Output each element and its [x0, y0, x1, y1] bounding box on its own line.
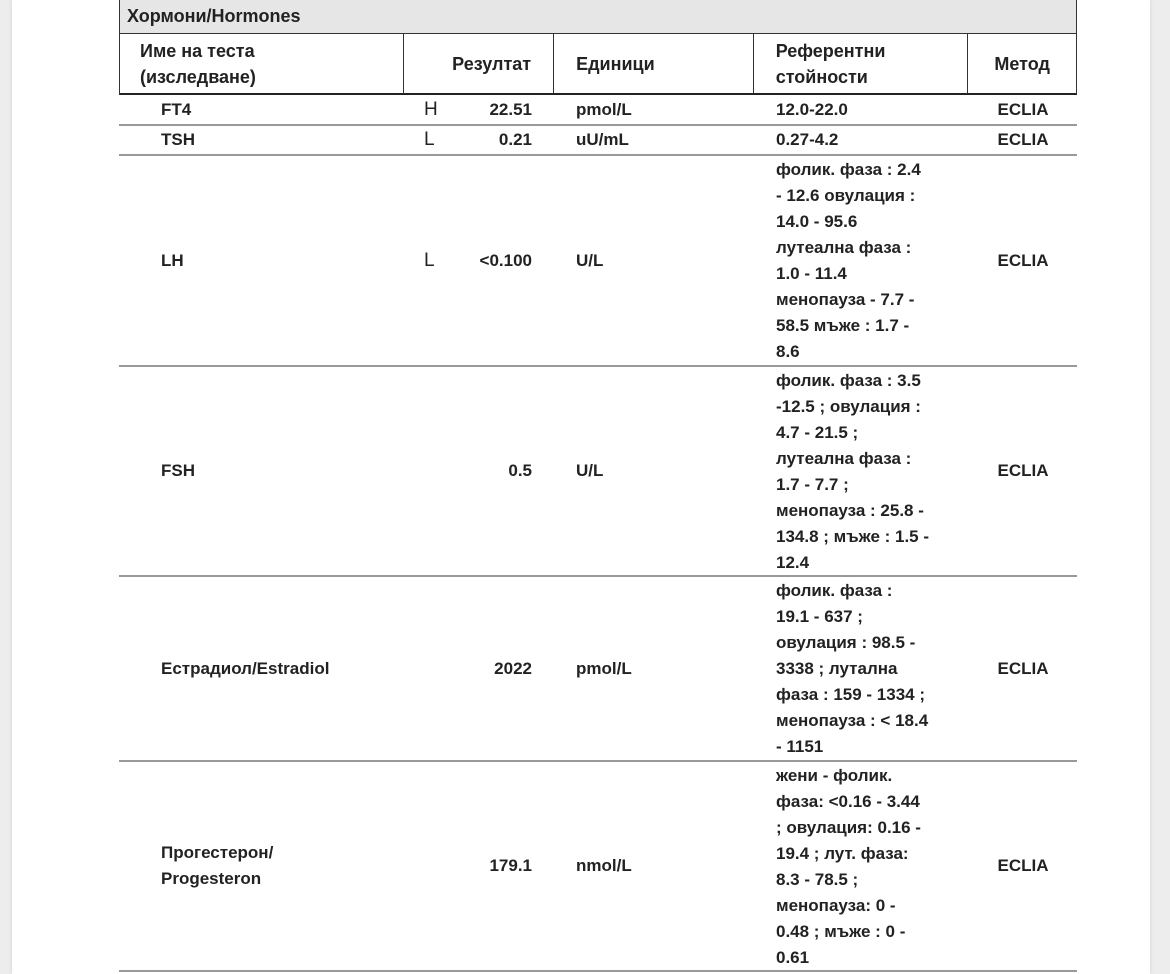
reference-line: 19.1 - 637 ; — [776, 607, 863, 626]
header-reference-line: стойности — [775, 66, 868, 87]
reference-line: 8.3 - 78.5 ; — [776, 870, 859, 889]
test-name-line: Progesteron — [161, 869, 262, 888]
result-cell — [404, 762, 554, 970]
reference-line: фолик. фаза : — [776, 581, 893, 600]
result-cell — [404, 367, 554, 575]
table-row — [119, 577, 1077, 762]
method: ECLIA — [997, 99, 1049, 119]
result-value: 0.5 — [508, 461, 532, 480]
reference-line: менопауза: 0 - — [776, 896, 896, 915]
units: U/L — [576, 461, 604, 480]
reference-line: - 1151 — [776, 737, 824, 756]
result-cell — [404, 577, 554, 760]
units: U/L — [576, 250, 604, 270]
reference-line: - 12.6 овулация : — [776, 186, 916, 205]
reference-line: 0.27-4.2 — [776, 130, 839, 149]
reference-line: 0.48 ; мъже : 0 - — [776, 922, 906, 941]
section-title: Хормони/Hormones — [119, 0, 1077, 34]
units: pmol/L — [576, 99, 632, 119]
reference-line: 19.4 ; лут. фаза: — [776, 844, 909, 863]
reference-line: лутеална фаза : — [776, 238, 912, 257]
header-test-name — [120, 34, 404, 93]
reference-line: 1.7 - 7.7 ; — [776, 475, 849, 494]
test-name — [119, 95, 404, 124]
table-row — [119, 156, 1077, 367]
reference-line: 8.6 — [776, 342, 800, 361]
table-header — [119, 34, 1077, 95]
reference-line: фолик. фаза : 2.4 — [776, 160, 921, 179]
test-name-line: FT4 — [161, 99, 192, 119]
test-name — [119, 577, 404, 760]
reference-range — [754, 577, 969, 760]
result-value: 179.1 — [489, 856, 532, 875]
test-name-line: Прогестерон/ — [161, 843, 274, 862]
method: ECLIA — [997, 250, 1049, 270]
reference-line: -12.5 ; овулация : — [776, 397, 921, 416]
reference-range — [754, 367, 969, 575]
reference-range — [754, 156, 969, 365]
result-cell — [404, 126, 554, 154]
header-test-name-line: (изследване) — [140, 66, 256, 87]
reference-line: лутеална фаза : — [776, 449, 912, 468]
result-flag: H — [424, 98, 438, 120]
units: nmol/L — [576, 856, 632, 875]
reference-line: 134.8 ; мъже : 1.5 - — [776, 527, 930, 546]
reference-line: фаза : 159 - 1334 ; — [776, 685, 925, 704]
document-page — [12, 0, 1150, 974]
method: ECLIA — [997, 658, 1049, 678]
table-row — [119, 126, 1077, 156]
test-name — [119, 367, 404, 575]
reference-line: жени - фолик. — [776, 766, 893, 785]
header-reference — [754, 34, 969, 93]
reference-line: ; овулация: 0.16 - — [776, 818, 921, 837]
reference-line: 14.0 - 95.6 — [776, 212, 858, 231]
reference-line: овулация : 98.5 - — [776, 633, 916, 652]
result-value: 0.21 — [498, 130, 532, 149]
test-name-line: TSH — [161, 130, 195, 149]
result-cell — [404, 95, 554, 124]
table-body — [119, 95, 1077, 972]
test-name-line: FSH — [161, 461, 195, 480]
reference-line: фаза: <0.16 - 3.44 — [776, 792, 920, 811]
result-flag: L — [424, 129, 435, 150]
units: uU/mL — [576, 130, 629, 149]
reference-range — [754, 762, 969, 970]
reference-line: 58.5 мъже : 1.7 - — [776, 316, 910, 335]
reference-line: менопауза : < 18.4 — [776, 711, 929, 730]
table-row — [119, 95, 1077, 126]
reference-line: 0.61 — [776, 948, 810, 967]
header-reference-line: Референтни — [775, 40, 886, 61]
header-method: Метод — [994, 53, 1050, 74]
hormones-table — [119, 0, 1077, 972]
reference-range — [754, 126, 969, 154]
units: pmol/L — [576, 658, 632, 678]
result-value: 22.51 — [489, 99, 532, 119]
method: ECLIA — [997, 130, 1049, 149]
table-row — [119, 762, 1077, 972]
reference-line: 12.4 — [776, 553, 810, 572]
test-name-line: Естрадиол/Estradiol — [161, 658, 330, 678]
result-value: <0.100 — [479, 250, 532, 270]
test-name-line: LH — [161, 250, 184, 270]
reference-range — [754, 95, 969, 124]
result-cell — [404, 156, 554, 365]
reference-line: 3338 ; лутална — [776, 659, 898, 678]
result-value: 2022 — [494, 658, 532, 678]
result-flag: L — [424, 249, 435, 271]
reference-line: менопауза - 7.7 - — [776, 290, 915, 309]
table-row — [119, 367, 1077, 577]
test-name — [119, 762, 404, 970]
reference-line: 1.0 - 11.4 — [776, 264, 847, 283]
header-units: Единици — [554, 34, 754, 93]
header-result: Резултат — [404, 34, 554, 93]
reference-line: 4.7 - 21.5 ; — [776, 423, 859, 442]
method: ECLIA — [997, 856, 1049, 875]
reference-line: менопауза : 25.8 - — [776, 501, 924, 520]
test-name — [119, 126, 404, 154]
method: ECLIA — [997, 461, 1049, 480]
reference-line: 12.0-22.0 — [776, 99, 848, 119]
header-test-name-line: Име на теста — [140, 40, 255, 61]
test-name — [119, 156, 404, 365]
reference-line: фолик. фаза : 3.5 — [776, 371, 921, 390]
